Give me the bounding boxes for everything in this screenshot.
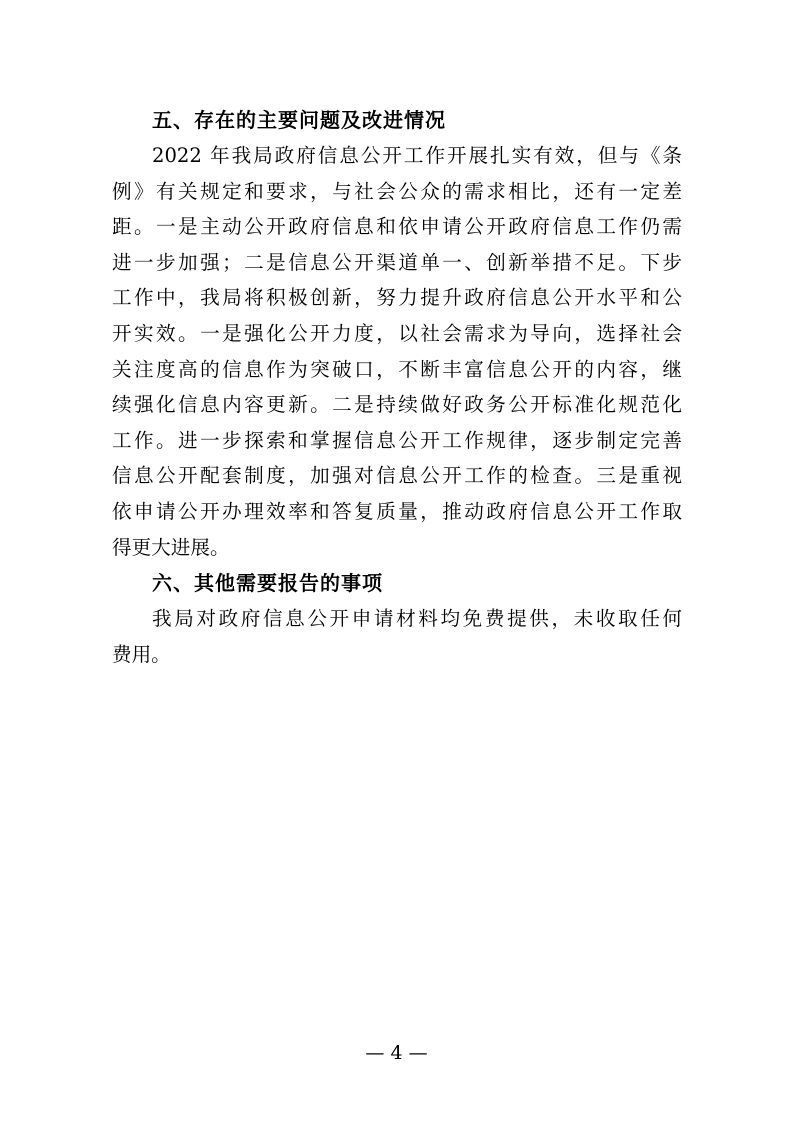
paragraph-line: 关注度高的信息作为突破口，不断丰富信息公开的内容，继 — [112, 357, 682, 381]
paragraph-line: 距。一是主动公开政府信息和依申请公开政府信息工作仍需 — [112, 215, 682, 239]
paragraph-line: 得更大进展。 — [112, 535, 230, 559]
paragraph-line: 工作。进一步探索和掌握信息公开工作规律，逐步制定完善 — [112, 428, 682, 452]
section-paragraph-problems — [112, 138, 682, 565]
document-body — [112, 102, 682, 672]
paragraph-line: 我局对政府信息公开申请材料均免费提供，未收取任何 — [152, 607, 682, 631]
paragraph-line: 2022 年我局政府信息公开工作开展扎实有效，但与《条 — [152, 144, 682, 167]
paragraph-line: 信息公开配套制度，加强对信息公开工作的检查。三是重视 — [112, 464, 682, 488]
section-paragraph-other-matters — [112, 601, 682, 672]
paragraph-line: 费用。 — [112, 642, 171, 666]
paragraph-line: 续强化信息内容更新。二是持续做好政务公开标准化规范化 — [112, 393, 682, 417]
section-heading-other-matters: 六、其他需要报告的事项 — [152, 571, 383, 596]
paragraph-line: 开实效。一是强化公开力度，以社会需求为导向，选择社会 — [112, 321, 682, 345]
paragraph-line: 依申请公开办理效率和答复质量，推动政府信息公开工作取 — [112, 499, 682, 523]
section-heading-problems: 五、存在的主要问题及改进情况 — [152, 108, 446, 132]
paragraph-line: 例》有关规定和要求，与社会公众的需求相比，还有一定差 — [112, 179, 682, 203]
paragraph-line: 工作中，我局将积极创新，努力提升政府信息公开水平和公 — [112, 286, 682, 310]
paragraph-line: 进一步加强；二是信息公开渠道单一、创新举措不足。下步 — [112, 250, 682, 274]
page-number: — 4 — — [365, 1042, 428, 1064]
